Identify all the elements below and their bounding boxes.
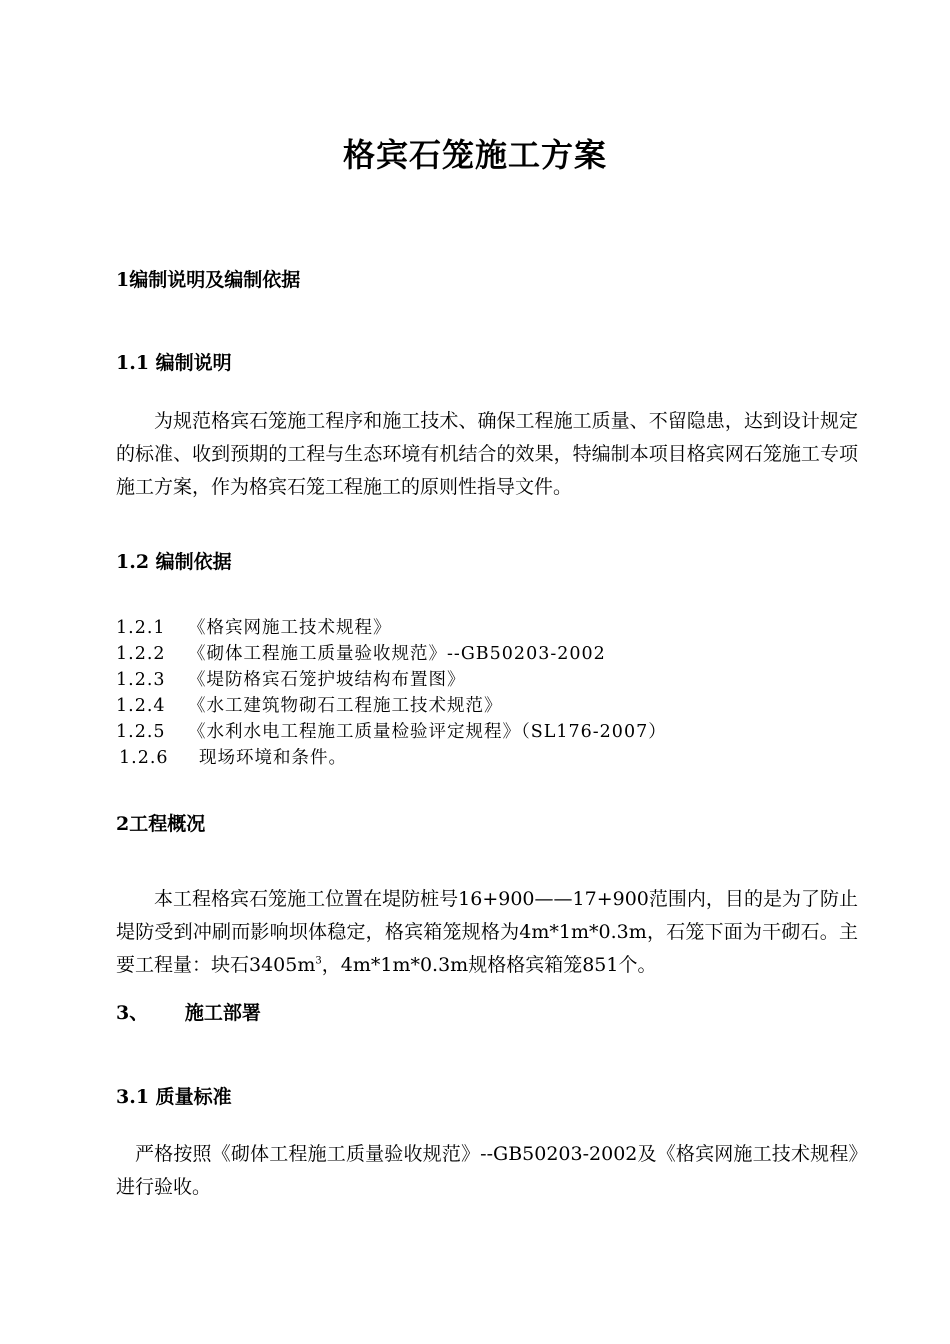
- superscript-unit: 3: [315, 955, 322, 967]
- section-1-heading: 1编制说明及编制依据: [116, 269, 301, 291]
- section-2-heading: 2工程概况: [116, 813, 206, 835]
- section-2-text-a: 本工程格宾石笼施工位置在堤防桩号16+900——17+900范围内，目的是为了防止堤防受到冲刷而影响坝体稳定，格宾箱笼规格为4m*1m*0.3m，石笼下面为干砌石。主要工程量：块石3405m: [116, 888, 858, 976]
- reference-text: 《水工建筑物砌石工程施工技术规范》: [188, 696, 503, 716]
- reference-item: [116, 718, 667, 743]
- reference-text: 现场环境和条件。: [199, 748, 347, 768]
- reference-number: 1.2.5: [116, 722, 166, 742]
- reference-number: 1.2.6: [119, 748, 169, 768]
- reference-text: 《砌体工程施工质量验收规范》--GB50203-2002: [188, 644, 606, 664]
- section-2-paragraph: [116, 883, 858, 982]
- reference-text: 《格宾网施工技术规程》: [188, 618, 392, 638]
- reference-number: 1.2.4: [116, 696, 166, 716]
- reference-text: 《水利水电工程施工质量检验评定规程》（SL176-2007）: [188, 722, 667, 742]
- reference-item: [119, 744, 347, 769]
- section-3-heading: 3、 施工部署: [116, 1002, 261, 1024]
- reference-item: [116, 614, 392, 639]
- section-1-2-heading: 1.2 编制依据: [116, 551, 232, 573]
- section-3-1-paragraph: 严格按照《砌体工程施工质量验收规范》--GB50203-2002及《格宾网施工技术规程》进行验收。: [116, 1143, 858, 1198]
- document-title: 格宾石笼施工方案: [342, 136, 607, 174]
- section-3-1-heading: 3.1 质量标准: [116, 1086, 232, 1108]
- reference-item: [116, 666, 466, 691]
- reference-text: 《堤防格宾石笼护坡结构布置图》: [188, 670, 466, 690]
- reference-item: [116, 640, 606, 665]
- section-1-1-heading: 1.1 编制说明: [116, 352, 232, 374]
- reference-number: 1.2.3: [116, 670, 166, 690]
- reference-number: 1.2.1: [116, 618, 166, 638]
- section-1-1-paragraph: 为规范格宾石笼施工程序和施工技术、确保工程施工质量、不留隐患，达到设计规定的标准、收到预期的工程与生态环境有机结合的效果，特编制本项目格宾网石笼施工专项施工方案，作为格宾石笼工程施工的原则性指导文件。: [116, 410, 858, 498]
- section-2-text-b: ，4m*1m*0.3m规格格宾箱笼851个。: [321, 954, 657, 976]
- reference-number: 1.2.2: [116, 644, 166, 664]
- reference-item: [116, 692, 503, 717]
